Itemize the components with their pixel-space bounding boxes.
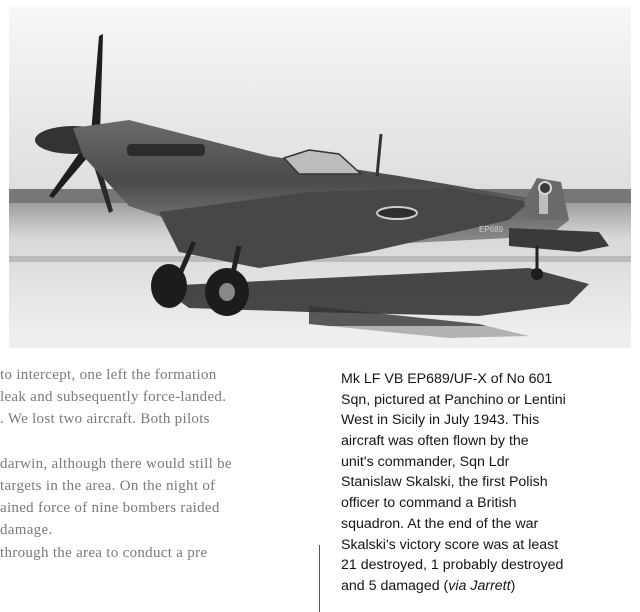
photo-credit: via Jarrett [448,577,511,594]
caption-line: West in Sicily in July 1943. This [341,412,540,429]
body-text-line: leak and subsequently force-landed. [0,389,227,406]
body-text-line: targets in the area. On the night of [0,477,216,494]
body-text-line: damage. [0,522,53,539]
body-text-line: ained force of nine bombers raided [0,500,220,517]
caption-line: squadron. At the end of the war [341,515,539,532]
body-text-column [0,364,300,564]
body-text-line: darwin, although there would still be [0,455,232,472]
caption-line: Mk LF VB EP689/UF-X of No 601 [341,371,553,387]
body-text-line: through the area to conduct a pre [0,544,208,561]
fuselage-roundel [539,182,551,194]
spitfire-photo [9,6,631,348]
aircraft-serial: EP689 [479,225,504,234]
caption-line: aircraft was often flown by the [341,433,529,450]
caption-last-line [341,576,631,597]
caption-line: Sqn, pictured at Panchino or Lentini [341,391,566,408]
exhaust-stacks [127,144,205,156]
caption-line: unit's commander, Sqn Ldr [341,453,510,470]
caption-line: Skalski's victory score was at least [341,536,559,553]
caption-line: Stanislaw Skalski, the first Polish [341,474,548,491]
column-divider [319,545,320,612]
caption-line: 21 destroyed, 1 probably destroyed [341,557,564,574]
wing-roundel [377,207,417,219]
body-text-line: . We lost two aircraft. Both pilots [0,411,210,428]
photo-caption [341,369,631,597]
body-text-line: to intercept, one left the formation [0,367,217,383]
caption-last-text: and 5 damaged ( [341,577,449,594]
caption-close-paren: ) [510,577,516,594]
body-text-line [0,431,300,453]
caption-line: officer to command a British [341,495,517,512]
main-wheel-left [151,264,187,308]
